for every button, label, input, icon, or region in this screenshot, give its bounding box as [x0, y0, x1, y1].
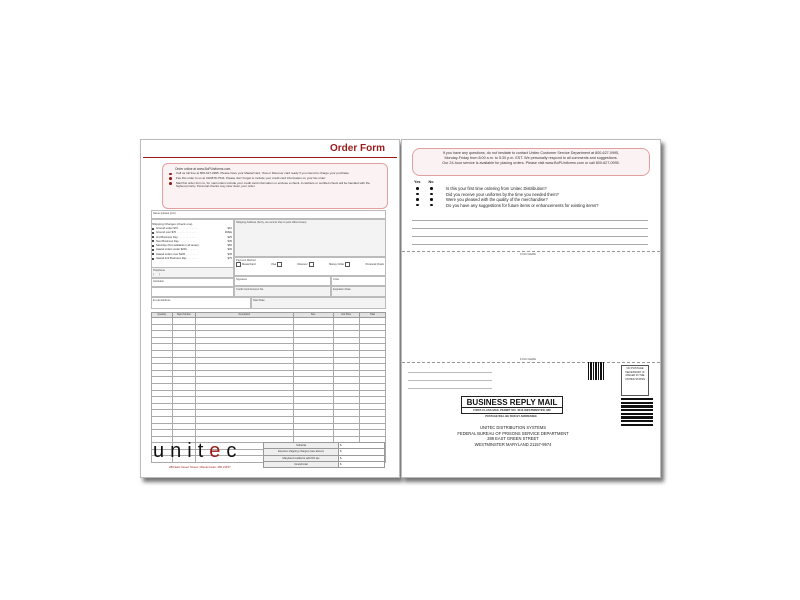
payment-option-label: Discover — [297, 262, 308, 266]
shipping-option-label: Ground over $70 . . . . . . . . . . . . . — [156, 231, 196, 235]
radio-icon — [152, 245, 154, 247]
column-header: Description — [196, 313, 294, 318]
column-header: Unit Price — [333, 313, 359, 318]
ordering-instructions-box — [162, 163, 388, 209]
shipping-option-price: $30 — [227, 248, 232, 252]
fold-label: FOLD HERE — [520, 357, 537, 361]
survey-question-text: Do you have any suggestions for future items or enhancements for existing items? — [446, 202, 599, 208]
shipping-option-label: Hawaii 2nd Business Day . . . . . . . . — [156, 257, 199, 261]
expiration-label: Expiration Date — [333, 287, 351, 291]
postage-paid-note: POSTAGE WILL BE PAID BY ADDRESSEE — [485, 415, 537, 418]
shipping-option-price: FREE — [224, 231, 232, 235]
ordering-item-text: Call us toll free at 800-627-0995. Please have your MasterCard, Visa or Discover card ready if you intend to charge your purchase. — [176, 171, 350, 175]
business-reply-page — [401, 139, 661, 478]
telephone-label: Telephone — [153, 268, 165, 272]
signature-field[interactable] — [234, 276, 331, 286]
payment-option-label: MasterCard — [242, 262, 256, 266]
ordering-item-text: Mail this order form to, for mail orders include your credit card information or enclose a check. A cashiers or certified check will be handled with the highest priority. Personal checks may slow down your order. — [176, 180, 370, 189]
survey-question-text: Is this your first time ordering from Unitec Distribution? — [446, 186, 547, 191]
no-radio-icon[interactable] — [430, 193, 433, 196]
totals-label: Maryland residents add 6% tax — [264, 455, 339, 461]
payment-option-personal-check[interactable] — [366, 262, 384, 267]
table-row[interactable] — [152, 331, 386, 338]
brm-permit: FIRST-CLASS MAIL PERMIT NO. 4016 WESTMINSTER, MD — [462, 407, 562, 412]
checkbox-icon — [277, 262, 282, 267]
radio-icon — [152, 236, 154, 238]
column-header: Style Number — [172, 313, 195, 318]
payment-option-label: Money Order — [329, 262, 345, 266]
fold-label: FOLD HERE — [520, 252, 537, 256]
shipping-charges-title: Shipping Charges (check one) — [152, 222, 193, 226]
totals-label: Grand total — [264, 461, 339, 467]
brm-title: BUSINESS REPLY MAIL — [466, 398, 558, 407]
facing-marks-icon — [588, 362, 604, 380]
payment-option-visa[interactable] — [271, 262, 282, 267]
no-label: No — [428, 180, 434, 184]
logo-text: c — [226, 440, 243, 462]
radio-icon — [152, 253, 154, 255]
no-radio-icon[interactable] — [430, 204, 433, 207]
table-row[interactable] — [152, 377, 386, 384]
table-row[interactable] — [152, 403, 386, 410]
order-form-fields — [151, 210, 386, 310]
customer-service-text: If you have any questions, do not hesitate to contact Unitec Customer Service Department at 800-627-0995, — [442, 151, 620, 155]
shipping-option-price: $35 — [227, 239, 232, 243]
units-label: Units — [333, 277, 339, 281]
table-row[interactable] — [152, 364, 386, 371]
shipping-option-label: 2nd Business Day . . . . . . . . . . . . — [156, 235, 196, 239]
comment-line[interactable] — [412, 220, 648, 221]
no-radio-icon[interactable] — [430, 198, 433, 201]
payment-option-discover[interactable] — [298, 262, 314, 267]
return-address-line[interactable] — [408, 388, 492, 389]
postage-bars-icon — [621, 398, 653, 428]
logo-accent: e — [209, 440, 227, 462]
radio-icon — [152, 249, 154, 251]
checkbox-icon — [236, 262, 241, 267]
return-address-line[interactable] — [408, 380, 492, 381]
institution-field[interactable] — [151, 278, 234, 287]
payment-option-label: Visa — [271, 262, 277, 266]
shipping-address-label: Shipping Address (Sorry, we cannot ship to post office boxes) — [236, 220, 307, 224]
totals-value[interactable]: $ — [339, 461, 385, 467]
column-header: Size — [293, 313, 333, 318]
address-line: UNITEC DISTRIBUTION SYSTEMS — [480, 425, 546, 430]
start-date-field[interactable] — [251, 297, 386, 309]
column-header: Quantity — [152, 313, 173, 318]
customer-service-text: Monday-Friday from 8:00 a.m. to 5:30 p.m. EST. We personally respond to all comments and suggestions. — [444, 155, 618, 160]
address-line: WESTMINSTER MARYLAND 21157-9974 — [474, 441, 552, 447]
name-field[interactable] — [151, 210, 386, 219]
table-row[interactable] — [152, 318, 386, 325]
fold-line — [402, 362, 660, 363]
table-row[interactable] — [152, 357, 386, 364]
customer-service-box — [412, 148, 650, 176]
totals-value[interactable]: $ — [339, 449, 385, 455]
no-radio-icon[interactable] — [430, 187, 433, 190]
radio-icon — [152, 240, 154, 242]
bullet-icon — [169, 182, 172, 185]
table-row[interactable] — [152, 344, 386, 351]
totals-row — [264, 461, 385, 467]
comment-line[interactable] — [412, 228, 648, 229]
table-row[interactable] — [152, 350, 386, 357]
payment-option-money-order[interactable] — [329, 262, 350, 267]
checkbox-icon — [309, 262, 314, 267]
start-date-label: Start Date — [253, 298, 265, 302]
radio-icon — [152, 228, 154, 230]
order-form-title: Order Form — [329, 143, 385, 154]
yes-radio-icon[interactable] — [416, 193, 419, 196]
table-row[interactable] — [152, 430, 386, 437]
unitec-logo — [153, 440, 242, 463]
name-label: Name (please print) — [153, 211, 176, 215]
shipping-address-field[interactable] — [234, 219, 386, 257]
shipping-option-price: $10 — [227, 227, 232, 230]
radio-icon — [152, 258, 154, 260]
yes-radio-icon[interactable] — [416, 187, 419, 190]
shipping-option-label: Hawaii orders under $200. . . . . . . . — [156, 248, 198, 252]
yes-label: Yes — [414, 180, 421, 184]
table-row[interactable] — [152, 383, 386, 390]
title-rule — [143, 157, 397, 158]
survey-questions — [416, 186, 598, 208]
shipping-option[interactable] — [152, 257, 232, 261]
totals-label: Subtotal — [264, 443, 339, 449]
institution-label: Institution — [153, 279, 165, 283]
email-label: E-mail Address — [153, 298, 171, 302]
shipping-option-label: Hawaii orders over $200. . . . . . . . . — [156, 252, 198, 256]
ordering-list — [169, 172, 379, 190]
totals-table — [263, 442, 385, 468]
survey-question-text: Were you pleased with the quality of the merchandise? — [446, 197, 548, 203]
shipping-option-price: $25 — [227, 235, 232, 239]
ordering-item-mail — [169, 182, 379, 190]
units-field[interactable] — [331, 276, 386, 286]
survey-question-text: Did you receive your uniforms by the time you needed them? — [446, 191, 559, 197]
yes-radio-icon[interactable] — [416, 204, 419, 207]
email-field[interactable] — [151, 297, 251, 309]
signature-label: Signature — [236, 277, 248, 281]
shipping-option-price: $45 — [227, 252, 232, 256]
comment-line[interactable] — [412, 236, 648, 237]
shipping-option-price: $50 — [227, 244, 232, 248]
table-row[interactable] — [152, 337, 386, 344]
table-row[interactable] — [152, 410, 386, 417]
ordering-intro: Order online at www.BoPUniforms.com. — [175, 167, 232, 171]
totals-value[interactable]: $ — [339, 455, 385, 461]
table-row[interactable] — [152, 324, 386, 331]
yes-radio-icon[interactable] — [416, 198, 419, 201]
bullet-icon — [169, 173, 172, 176]
totals-value[interactable]: $ — [339, 443, 385, 449]
survey-question — [416, 203, 598, 209]
yes-no-header — [414, 180, 442, 184]
shipping-option-price: $75 — [227, 257, 232, 261]
checkbox-icon — [345, 262, 350, 267]
shipping-option-label: Next Business Day . . . . . . . . . . . — [156, 239, 196, 243]
address-line: 289 EAST GREEN STREET — [487, 436, 539, 441]
ordering-item-text: Fax this order to us at 410/878-7544. Please don't forget to include your credit card information on your fax order. — [176, 175, 326, 180]
bullet-icon — [169, 177, 172, 180]
order-form-page — [140, 139, 400, 478]
table-row[interactable] — [152, 416, 386, 423]
address-line: FEDERAL BUREAU OF PRISONS SERVICE DEPARTMENT — [457, 430, 569, 436]
institution-value[interactable] — [151, 287, 234, 297]
customer-service-text: Our 24-hour service is available for placing orders. Please visit www.BoPUniforms.com or call 800-627-0995. — [442, 160, 620, 165]
table-row[interactable] — [152, 390, 386, 397]
return-address-line[interactable] — [408, 372, 492, 373]
payment-option-mastercard[interactable] — [236, 262, 256, 267]
payment-options — [236, 262, 384, 267]
comment-line[interactable] — [412, 244, 648, 245]
mailing-address — [448, 425, 578, 447]
table-row[interactable] — [152, 397, 386, 404]
column-header: Total — [359, 313, 385, 318]
expiration-field[interactable] — [331, 286, 386, 297]
payment-method-label: Payment Method — [236, 258, 256, 262]
business-reply-mail-block — [461, 396, 563, 414]
shipping-option-label: Ground under $70 . . . . . . . . . . . . . — [156, 227, 198, 230]
payment-method-section — [234, 257, 386, 276]
totals-label: Express shipping charges (see above) — [264, 449, 339, 455]
table-row[interactable] — [152, 370, 386, 377]
shipping-options-list — [152, 227, 232, 261]
postage-box: NO POSTAGE NECESSARY IF MAILED IN THE UNITED STATES — [621, 365, 649, 396]
card-number-label: Credit Card Account No. — [236, 287, 264, 291]
telephone-field[interactable]: Telephone ( ) — [151, 267, 234, 278]
shipping-option-label: Saturday (Not available in all areas) . . — [156, 244, 202, 248]
payment-option-label: Personal Check — [365, 262, 384, 266]
company-address: 289 East Green Street | Westminster, MD 21157 — [169, 465, 231, 469]
logo-text: unit — [153, 440, 210, 462]
card-number-field[interactable] — [234, 286, 331, 297]
table-row[interactable] — [152, 423, 386, 430]
radio-icon — [152, 232, 154, 234]
